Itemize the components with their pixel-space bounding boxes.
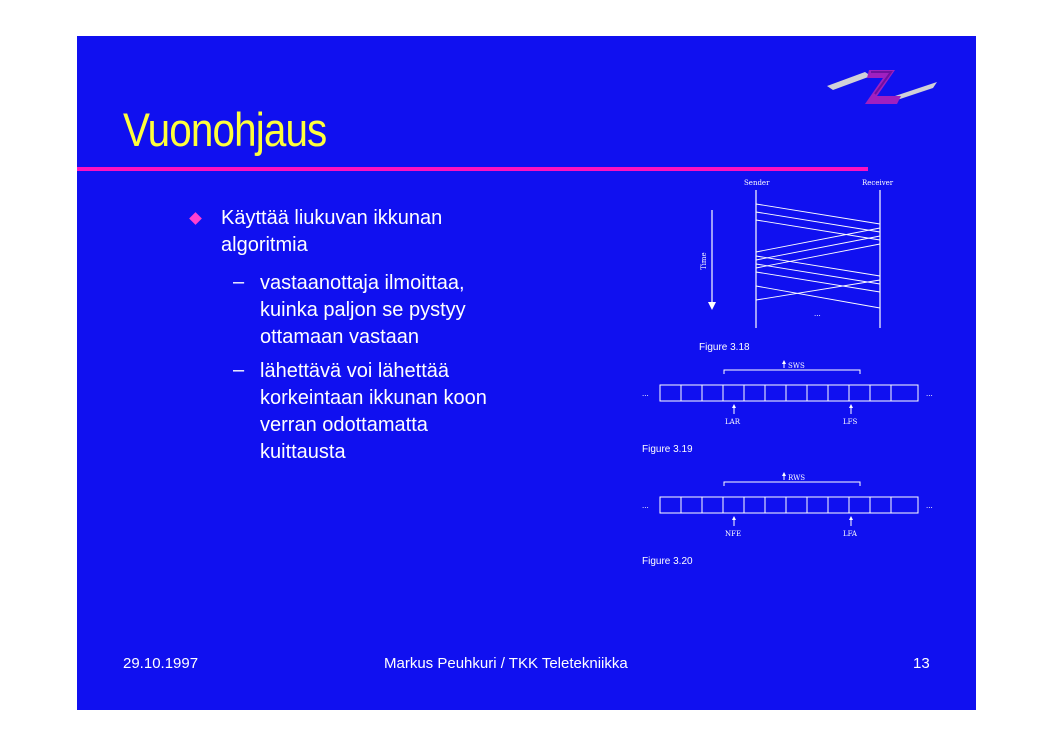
rws-label: RWS bbox=[788, 474, 806, 482]
lfs-label: LFS bbox=[843, 418, 858, 426]
ellipsis-right: ... bbox=[926, 502, 933, 510]
logo-icon bbox=[825, 64, 941, 108]
figure-3-19-caption: Figure 3.19 bbox=[642, 444, 693, 455]
sub1-line: kuinka paljon se pystyy bbox=[260, 299, 466, 321]
figure-3-20-caption: Figure 3.20 bbox=[642, 556, 693, 567]
sub2-line: korkeintaan ikkunan koon bbox=[260, 387, 487, 409]
title-underline bbox=[77, 167, 868, 171]
figure-3-19-diagram bbox=[640, 358, 940, 430]
footer-author: Markus Peuhkuri / TKK Teletekniikka bbox=[384, 655, 628, 672]
slide-title: Vuonohjaus bbox=[123, 103, 327, 156]
slide bbox=[77, 36, 976, 710]
bullet-line-2: algoritmia bbox=[221, 234, 308, 256]
continuation-dots: ... bbox=[814, 310, 821, 318]
sub2-line: lähettävä voi lähettää bbox=[260, 360, 450, 382]
ellipsis-left: ... bbox=[642, 502, 649, 510]
lar-label: LAR bbox=[725, 418, 740, 426]
footer-page-number: 13 bbox=[913, 655, 930, 672]
dash-icon: – bbox=[233, 359, 245, 381]
dash-icon: – bbox=[233, 271, 245, 293]
nfe-label: NFE bbox=[725, 530, 742, 538]
figure-3-18-diagram bbox=[692, 176, 907, 336]
receiver-label: Receiver bbox=[862, 179, 894, 187]
sub2-line: kuittausta bbox=[260, 441, 346, 463]
time-label: Time bbox=[700, 252, 708, 270]
sub1-line: vastaanottaja ilmoittaa, bbox=[260, 272, 465, 294]
ellipsis-left: ... bbox=[642, 390, 649, 398]
sws-label: SWS bbox=[788, 362, 805, 370]
lfa-label: LFA bbox=[843, 530, 857, 538]
ellipsis-right: ... bbox=[926, 390, 933, 398]
footer-date: 29.10.1997 bbox=[123, 655, 199, 672]
bullet-icon bbox=[189, 212, 202, 225]
sub2-line: verran odottamatta bbox=[260, 414, 428, 436]
sender-label: Sender bbox=[744, 179, 770, 187]
figure-3-20-diagram bbox=[640, 470, 940, 542]
figure-3-18-caption: Figure 3.18 bbox=[699, 342, 750, 353]
sub1-line: ottamaan vastaan bbox=[260, 326, 419, 348]
bullet-line-1: Käyttää liukuvan ikkunan bbox=[221, 207, 443, 229]
